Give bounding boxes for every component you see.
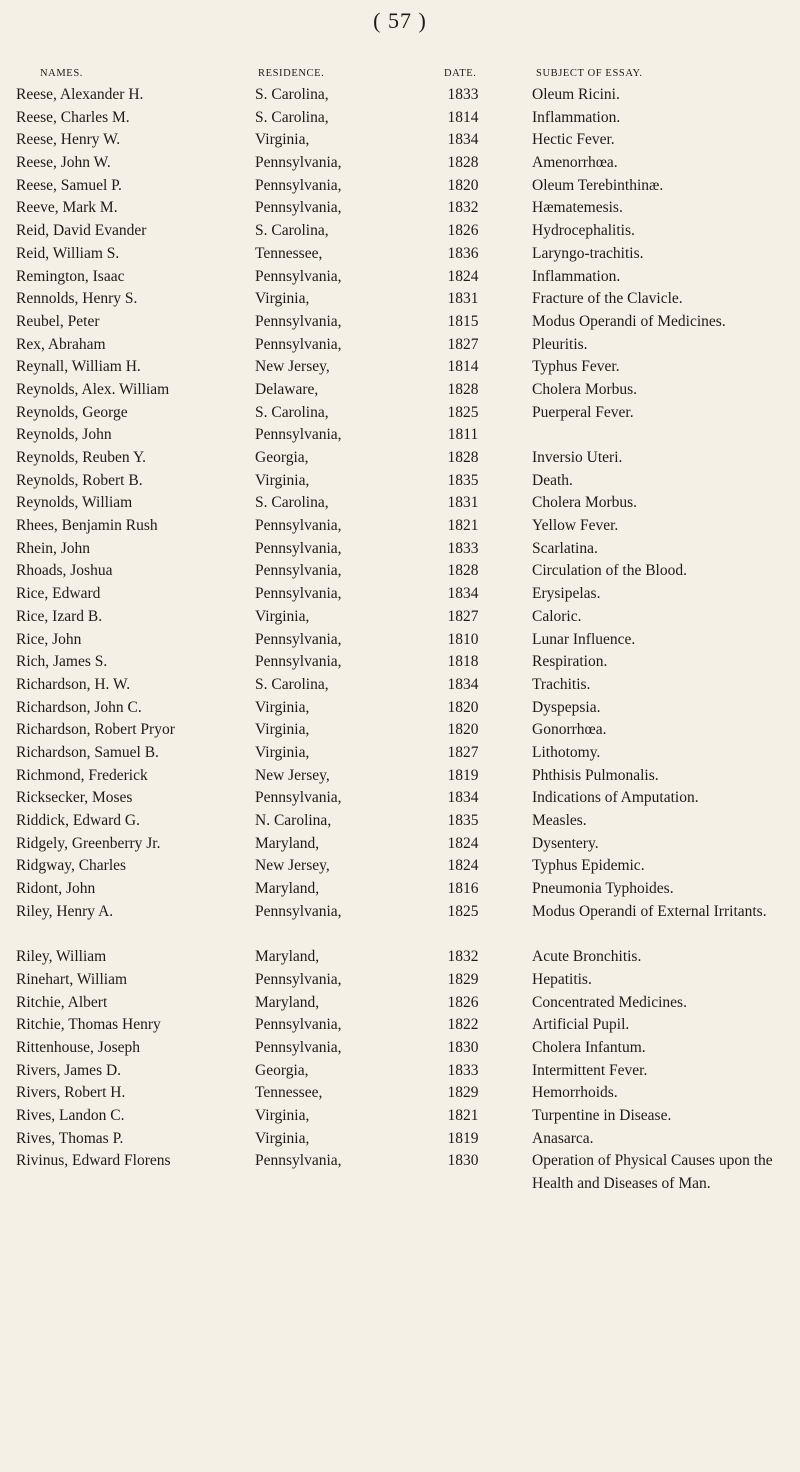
entry-date: 1827: [447, 743, 479, 761]
entry-date: 1810: [447, 630, 479, 648]
entry-residence: Maryland,: [255, 880, 320, 898]
entry-subject: Amenorrhœa.: [532, 154, 618, 172]
register-table: [0, 84, 800, 1218]
entry-date: 1827: [447, 335, 479, 353]
entry-date: 1834: [447, 675, 479, 693]
entry-residence: Pennsylvania,: [255, 335, 342, 353]
entry-name: Rivinus, Edward Florens: [16, 1152, 171, 1170]
entry-name: Ridgely, Greenberry Jr.: [16, 834, 161, 852]
entry-residence: Virginia,: [255, 1129, 310, 1147]
entry-name: Remington, Isaac: [16, 267, 125, 285]
entry-date: 1824: [447, 267, 479, 285]
entry-subject: Concentrated Medicines.: [532, 993, 687, 1011]
entry-residence: Pennsylvania,: [255, 176, 342, 194]
entry-residence: S. Carolina,: [255, 86, 329, 103]
header-residence: RESIDENCE.: [258, 68, 325, 79]
entry-subject: Modus Operandi of Medicines.: [532, 312, 726, 330]
entry-residence: Pennsylvania,: [255, 426, 342, 444]
entry-date: 1819: [447, 1129, 479, 1147]
entry-name: Ridont, John: [16, 880, 96, 898]
entry-subject: Respiration.: [532, 653, 608, 671]
table-row: [0, 833, 800, 856]
entry-name: Reubel, Peter: [16, 312, 100, 330]
entry-subject: Inflammation.: [532, 108, 621, 126]
entry-name: Riley, Henry A.: [16, 902, 114, 920]
entry-subject: Intermittent Fever.: [532, 1061, 648, 1079]
entry-residence: Virginia,: [255, 131, 310, 149]
entry-subject: Modus Operandi of External Irritants.: [532, 902, 767, 920]
entry-residence: S. Carolina,: [255, 222, 329, 240]
entry-date: 1828: [447, 562, 479, 580]
entry-name: Rex, Abraham: [16, 335, 106, 353]
entry-date: 1814: [447, 108, 479, 126]
header-subject: SUBJECT OF ESSAY.: [536, 68, 643, 79]
entry-name: Rice, Edward: [16, 585, 101, 603]
entry-date: 1825: [447, 403, 479, 421]
entry-residence: New Jersey,: [255, 358, 330, 376]
table-row: [0, 946, 800, 969]
entry-date: 1822: [447, 1016, 479, 1034]
entry-date: 1830: [447, 1038, 479, 1056]
entry-name: Rives, Thomas P.: [16, 1129, 124, 1147]
entry-name: Riddick, Edward G.: [16, 812, 140, 829]
entry-name: Rice, Izard B.: [16, 607, 103, 625]
entry-date: 1824: [447, 857, 479, 875]
entry-name: Rinehart, William: [16, 970, 128, 988]
entry-subject: Hæmatemesis.: [532, 199, 623, 217]
entry-date: 1811: [447, 426, 479, 444]
table-row: [0, 787, 800, 810]
entry-residence: Maryland,: [255, 993, 320, 1011]
entry-subject: Hydrocephalitis.: [532, 222, 635, 240]
table-row: [0, 810, 800, 833]
entry-name: Rives, Landon C.: [16, 1106, 125, 1124]
entry-date: 1821: [447, 1106, 479, 1124]
entry-residence: Maryland,: [255, 834, 320, 852]
entry-subject: Death.: [532, 471, 573, 489]
entry-residence: Pennsylvania,: [255, 267, 342, 285]
table-row: [0, 855, 800, 878]
entry-name: Reese, Samuel P.: [16, 176, 122, 194]
entry-subject: Yellow Fever.: [532, 517, 619, 535]
entry-date: 1824: [447, 834, 479, 852]
entry-residence: Tennessee,: [255, 1084, 323, 1102]
entry-subject: Dyspepsia.: [532, 698, 601, 716]
page-number: ( 57 ): [373, 8, 427, 33]
entry-residence: Georgia,: [255, 1061, 309, 1079]
entry-residence: Delaware,: [255, 380, 319, 398]
table-row: [0, 1060, 800, 1083]
entry-name: Richardson, H. W.: [16, 675, 131, 693]
entry-residence: Tennessee,: [255, 244, 323, 262]
entry-date: 1829: [447, 970, 479, 988]
table-row: [0, 878, 800, 901]
entry-date: 1819: [447, 766, 479, 784]
entry-date: 1816: [447, 880, 479, 898]
entry-subject: Measles.: [532, 812, 587, 829]
entry-date: 1834: [447, 585, 479, 603]
entry-name: Reese, John W.: [16, 154, 111, 172]
entry-residence: Virginia,: [255, 1106, 310, 1124]
entry-residence: S. Carolina,: [255, 494, 329, 512]
entry-subject: Scarlatina.: [532, 539, 598, 557]
table-row: [0, 629, 800, 652]
entry-name: Riley, William: [16, 948, 107, 966]
table-row: [0, 719, 800, 742]
entry-date: 1835: [447, 471, 479, 489]
entry-residence: S. Carolina,: [255, 675, 329, 693]
table-row: [0, 674, 800, 697]
entry-name: Reid, David Evander: [16, 222, 147, 240]
entry-subject: Indications of Amputation.: [532, 789, 699, 807]
entry-subject: Anasarca.: [532, 1129, 594, 1147]
entry-subject: Typhus Fever.: [532, 358, 620, 376]
entry-name: Reese, Henry W.: [16, 131, 121, 149]
entry-name: Reynolds, John: [16, 426, 112, 444]
table-row: [0, 129, 800, 152]
entry-subject: Hemorrhoids.: [532, 1084, 618, 1102]
entry-subject: Acute Bronchitis.: [532, 948, 642, 966]
entry-residence: Pennsylvania,: [255, 902, 342, 920]
entry-name: Ricksecker, Moses: [16, 789, 133, 807]
entry-name: Reese, Charles M.: [16, 108, 130, 126]
entry-date: 1820: [447, 721, 479, 739]
entry-subject: Lunar Influence.: [532, 630, 636, 648]
header-date: DATE.: [444, 68, 477, 79]
entry-residence: Pennsylvania,: [255, 789, 342, 807]
table-row: [0, 107, 800, 130]
entry-subject: Artificial Pupil.: [532, 1016, 630, 1034]
entry-subject: Hepatitis.: [532, 970, 592, 988]
entry-residence: Virginia,: [255, 743, 310, 761]
entry-date: 1833: [447, 86, 479, 103]
entry-date: 1826: [447, 993, 479, 1011]
table-row: [0, 1150, 800, 1218]
entry-subject: Fracture of the Clavicle.: [532, 290, 683, 308]
entry-name: Rich, James S.: [16, 653, 108, 671]
entry-subject: Turpentine in Disease.: [532, 1106, 672, 1124]
entry-residence: Pennsylvania,: [255, 562, 342, 580]
entry-residence: Pennsylvania,: [255, 630, 342, 648]
entry-date: 1815: [447, 312, 479, 330]
entry-name: Ritchie, Thomas Henry: [16, 1016, 161, 1034]
table-row: [0, 266, 800, 289]
entry-name: Rittenhouse, Joseph: [16, 1038, 140, 1056]
entry-date: 1832: [447, 948, 479, 966]
table-row: [0, 379, 800, 402]
entry-name: Rhees, Benjamin Rush: [16, 517, 158, 535]
entry-date: 1833: [447, 1061, 479, 1079]
entry-date: 1830: [447, 1152, 479, 1170]
entry-subject: Dysentery.: [532, 834, 599, 852]
entry-residence: Virginia,: [255, 290, 310, 308]
entry-date: 1814: [447, 358, 479, 376]
entry-subject: Cholera Morbus.: [532, 380, 638, 398]
entry-subject: Pleuritis.: [532, 335, 588, 353]
entry-name: Rhoads, Joshua: [16, 562, 113, 580]
entry-date: 1818: [447, 653, 479, 671]
entry-residence: Pennsylvania,: [255, 1152, 342, 1170]
table-row: [0, 765, 800, 788]
table-row: [0, 742, 800, 765]
entry-name: Reynall, William H.: [16, 358, 141, 376]
entry-date: 1831: [447, 494, 479, 512]
table-row: [0, 402, 800, 425]
entry-residence: Virginia,: [255, 607, 310, 625]
table-row: [0, 1037, 800, 1060]
table-row: [0, 220, 800, 243]
entry-subject: Oleum Ricini.: [532, 86, 620, 103]
entry-subject: Laryngo-trachitis.: [532, 244, 644, 262]
entry-name: Reynolds, Alex. William: [16, 380, 170, 398]
entry-name: Richardson, John C.: [16, 698, 142, 716]
table-row: [0, 243, 800, 266]
entry-date: 1827: [447, 607, 479, 625]
entry-name: Richardson, Samuel B.: [16, 743, 159, 761]
entry-date: 1825: [447, 902, 479, 920]
table-row: [0, 197, 800, 220]
entry-date: 1831: [447, 290, 479, 308]
table-row: [0, 356, 800, 379]
entry-residence: Pennsylvania,: [255, 154, 342, 172]
entry-residence: Pennsylvania,: [255, 517, 342, 535]
table-row: [0, 992, 800, 1015]
entry-residence: S. Carolina,: [255, 108, 329, 126]
entry-date: 1834: [447, 131, 479, 149]
entry-name: Ritchie, Albert: [16, 993, 108, 1011]
table-row: [0, 175, 800, 198]
entry-name: Richardson, Robert Pryor: [16, 721, 175, 739]
entry-name: Ridgway, Charles: [16, 857, 127, 875]
entry-subject: Inversio Uteri.: [532, 449, 623, 466]
entry-name: Rivers, James D.: [16, 1061, 122, 1079]
entry-name: Reynolds, George: [16, 403, 128, 421]
entry-date: 1835: [447, 812, 479, 829]
entry-subject: Cholera Morbus.: [532, 494, 638, 512]
entry-name: Richmond, Frederick: [16, 766, 148, 784]
entry-residence: Virginia,: [255, 721, 310, 739]
entry-date: 1820: [447, 698, 479, 716]
entry-date: 1828: [447, 380, 479, 398]
entry-name: Rice, John: [16, 630, 82, 648]
table-row: [0, 583, 800, 606]
entry-subject: Puerperal Fever.: [532, 403, 634, 421]
entry-residence: Georgia,: [255, 449, 309, 466]
table-row: [0, 424, 800, 447]
entry-subject: Erysipelas.: [532, 585, 601, 603]
entry-residence: Pennsylvania,: [255, 653, 342, 671]
table-row: [0, 470, 800, 493]
entry-date: 1828: [447, 154, 479, 172]
header-names: NAMES.: [40, 68, 83, 79]
table-row: [0, 969, 800, 992]
entry-date: 1834: [447, 789, 479, 807]
table-row: [0, 697, 800, 720]
entry-name: Rivers, Robert H.: [16, 1084, 126, 1102]
table-row: [0, 560, 800, 583]
entry-name: Reynolds, Reuben Y.: [16, 449, 147, 466]
entry-date: 1821: [447, 517, 479, 535]
table-row: [0, 447, 800, 470]
entry-residence: Pennsylvania,: [255, 585, 342, 603]
table-row: [0, 152, 800, 175]
entry-subject: Lithotomy.: [532, 743, 601, 761]
entry-name: Reynolds, William: [16, 494, 133, 512]
entry-name: Reid, William S.: [16, 244, 120, 262]
entry-date: 1828: [447, 449, 479, 466]
entry-date: 1826: [447, 222, 479, 240]
entry-residence: Virginia,: [255, 471, 310, 489]
table-row: [0, 334, 800, 357]
table-row: [0, 311, 800, 334]
table-row: [0, 538, 800, 561]
table-row: [0, 606, 800, 629]
entry-subject: Circulation of the Blood.: [532, 562, 687, 580]
entry-residence: Pennsylvania,: [255, 312, 342, 330]
table-row: [0, 901, 800, 946]
entry-residence: Pennsylvania,: [255, 1038, 342, 1056]
entry-residence: New Jersey,: [255, 766, 330, 784]
entry-name: Rhein, John: [16, 539, 91, 557]
entry-name: Reeve, Mark M.: [16, 199, 118, 217]
entry-subject: Trachitis.: [532, 675, 591, 693]
entry-date: 1836: [447, 244, 479, 262]
entry-subject: Typhus Epidemic.: [532, 857, 645, 875]
entry-subject: Hectic Fever.: [532, 131, 615, 149]
entry-residence: N. Carolina,: [255, 812, 332, 829]
table-row: [0, 288, 800, 311]
table-row: [0, 1014, 800, 1037]
entry-subject: Phthisis Pulmonalis.: [532, 766, 659, 784]
entry-name: Reese, Alexander H.: [16, 86, 144, 103]
entry-date: 1833: [447, 539, 479, 557]
entry-date: 1820: [447, 176, 479, 194]
entry-date: 1829: [447, 1084, 479, 1102]
entry-residence: Pennsylvania,: [255, 970, 342, 988]
entry-date: 1832: [447, 199, 479, 217]
entry-subject: Pneumonia Typhoides.: [532, 880, 674, 898]
entry-name: Reynolds, Robert B.: [16, 471, 143, 489]
entry-subject: Oleum Terebinthinæ.: [532, 176, 664, 194]
table-row: [0, 1082, 800, 1105]
table-row: [0, 515, 800, 538]
table-row: [0, 84, 800, 107]
table-row: [0, 651, 800, 674]
entry-subject: Gonorrhœa.: [532, 721, 607, 739]
entry-residence: Maryland,: [255, 948, 320, 966]
table-row: [0, 1128, 800, 1151]
entry-subject: Inflammation.: [532, 267, 621, 285]
entry-residence: Pennsylvania,: [255, 199, 342, 217]
table-row: [0, 1105, 800, 1128]
entry-residence: Pennsylvania,: [255, 1016, 342, 1034]
table-row: [0, 492, 800, 515]
entry-residence: S. Carolina,: [255, 403, 329, 421]
entry-residence: Pennsylvania,: [255, 539, 342, 557]
entry-subject: Operation of Physical Causes upon the Health and Diseases of Man.: [532, 1152, 773, 1193]
entry-subject: Caloric.: [532, 607, 582, 625]
entry-subject: Cholera Infantum.: [532, 1038, 646, 1056]
entry-residence: Virginia,: [255, 698, 310, 716]
entry-name: Rennolds, Henry S.: [16, 290, 138, 308]
entry-residence: New Jersey,: [255, 857, 330, 875]
